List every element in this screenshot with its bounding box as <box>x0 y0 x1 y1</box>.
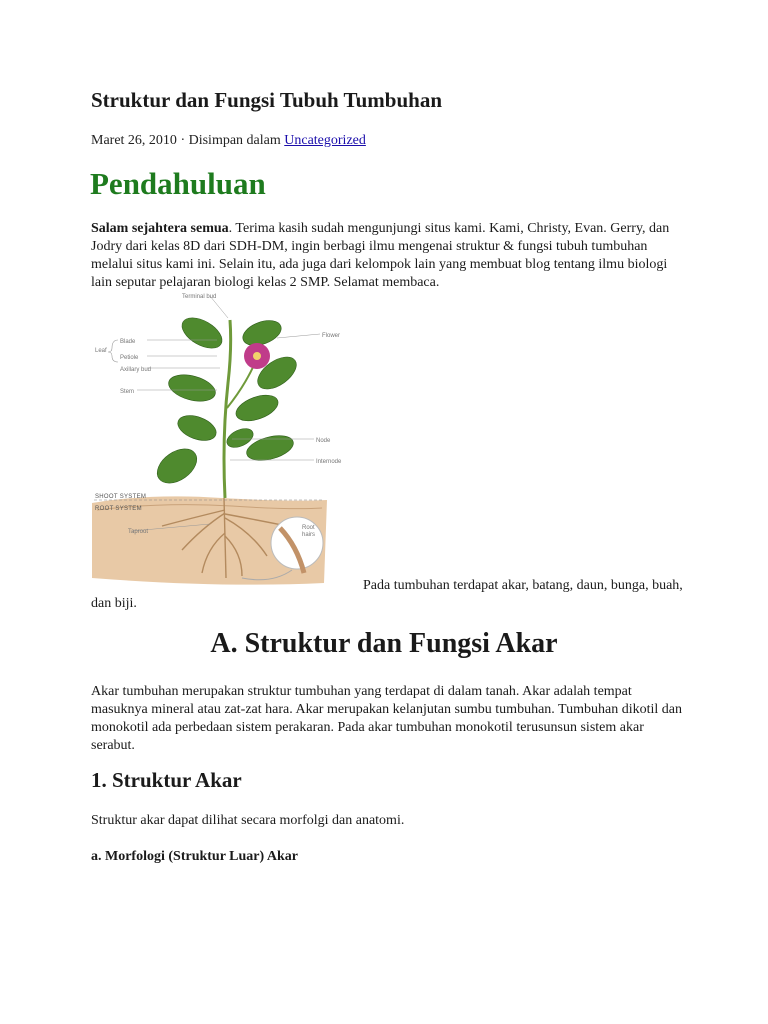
morfologi-subheading: a. Morfologi (Struktur Luar) Akar <box>91 849 299 864</box>
figure-caption <box>91 577 691 613</box>
label-petiole: Petiole <box>120 355 139 361</box>
post-date: Maret 26, 2010 <box>91 133 177 148</box>
label-stem: Stem <box>120 389 135 395</box>
label-blade: Blade <box>120 339 136 345</box>
section-1-paragraph: Struktur akar dapat dilihat secara morfolgi dan anatomi. <box>91 813 405 828</box>
label-terminal-bud: Terminal bud <box>182 294 217 300</box>
label-root-hairs-2: hairs <box>302 532 316 538</box>
label-axillary-bud: Axillary bud <box>120 367 152 373</box>
label-internode: Internode <box>316 459 342 465</box>
figure-caption-text: Pada tumbuhan terdapat akar, batang, daun, bunga, buah, dan biji. <box>91 578 683 611</box>
flower-illustration <box>244 343 270 369</box>
root-hairs-inset <box>271 517 323 569</box>
post-title: Struktur dan Fungsi Tubuh Tumbuhan <box>91 88 443 112</box>
category-link[interactable]: Uncategorized <box>284 133 366 148</box>
label-root-hairs-1: Root <box>302 525 315 531</box>
plant-diagram <box>92 288 354 588</box>
meta-separator: · Disimpan dalam <box>176 133 285 148</box>
post-meta <box>91 133 366 149</box>
section-a-heading: A. Struktur dan Fungsi Akar <box>210 628 558 659</box>
intro-body: . Terima kasih sudah mengunjungi situs kami. Kami, Christy, Evan. Gerry, dan Jodry dari kelas 8D dari SDH-DM, ingin berbagi ilmu mengenai struktur & fungsi tubuh tumbuhan melalui situs kami ini. Selain itu, ada juga dari kelompok lain yang membuat blog tentang ilmu biologi lain seputar pelajaran biologi kelas 2 SMP. Selamat membaca. <box>91 221 670 290</box>
section-a-paragraph: Akar tumbuhan merupakan struktur tumbuhan yang terdapat di dalam tanah. Akar adalah tempat masuknya mineral atau zat-zat hara. Akar merupakan kelanjutan sumbu tumbuhan. Tumbuhan dikotil dan monokotil ada perbedaan sistem perakaran. Pada akar tumbuhan monokotil terusunsun sistem akar serabut. <box>91 684 682 753</box>
label-root-system: ROOT SYSTEM <box>95 506 142 512</box>
stem-illustration <box>224 320 231 498</box>
section-1-heading: 1. Struktur Akar <box>91 768 242 792</box>
label-flower: Flower <box>322 333 341 339</box>
intro-heading: Pendahuluan <box>90 166 266 201</box>
intro-paragraph <box>91 220 691 292</box>
label-node: Node <box>316 438 331 444</box>
label-taproot: Taproot <box>128 529 149 535</box>
intro-greeting: Salam sejahtera semua <box>91 221 229 236</box>
label-leaf: Leaf <box>95 348 107 354</box>
label-shoot-system: SHOOT SYSTEM <box>95 494 147 500</box>
